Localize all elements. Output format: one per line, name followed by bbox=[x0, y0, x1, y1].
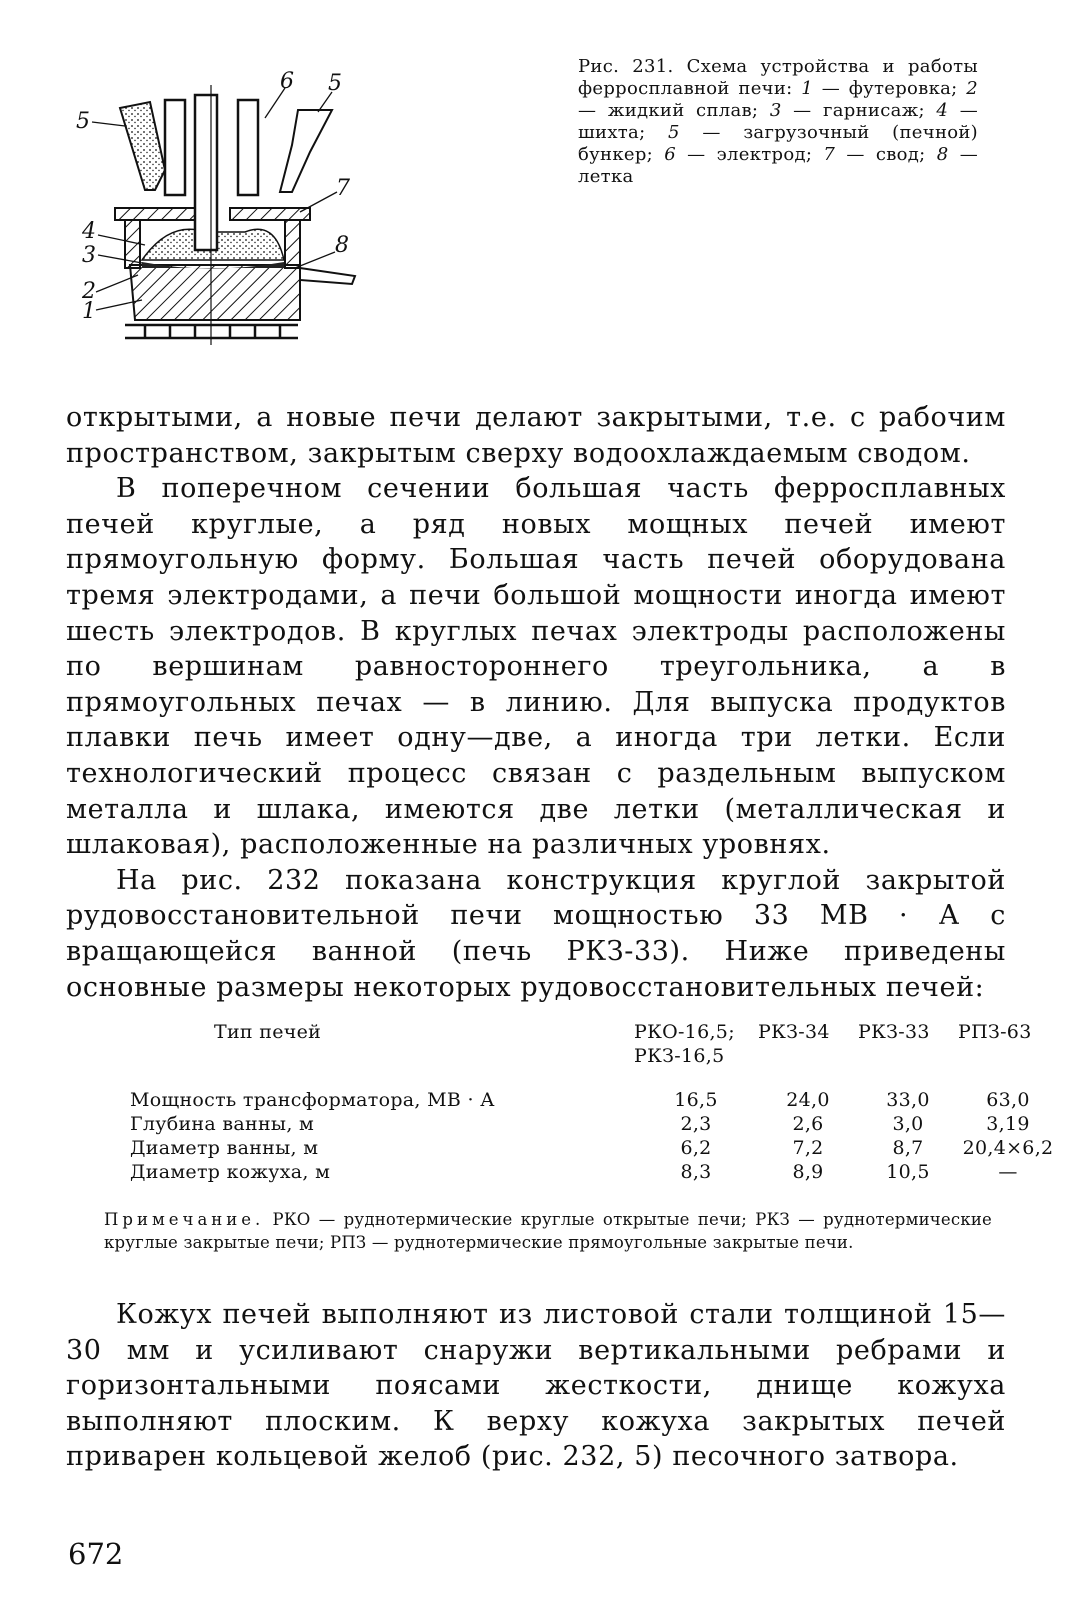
caption-title: Рис. 231. Схема устройства и работы ферросплавной печи: bbox=[578, 56, 978, 99]
table-cell: Глубина ванны, м bbox=[130, 1113, 315, 1135]
table-cell: 8,7 bbox=[892, 1137, 924, 1159]
body-text-bottom bbox=[66, 1297, 1006, 1475]
caption-num: 5 bbox=[668, 122, 680, 143]
table-header-cell: Тип печей bbox=[214, 1021, 322, 1043]
caption-text: — электрод; bbox=[687, 144, 813, 165]
table-header-cell: РКО-16,5; РКЗ-16,5 bbox=[634, 1021, 735, 1067]
caption-num: 4 bbox=[936, 100, 949, 121]
caption-text: — летка bbox=[578, 144, 978, 187]
bunker-right bbox=[280, 110, 332, 192]
table-cell: 7,2 bbox=[792, 1137, 824, 1159]
paragraph: Кожух печей выполняют из листовой стали толщиной 15—30 мм и усиливают снаружи вертикальными ребрами и горизонтальными поясами жесткости, днище кожуха выполняют плоским. К верху кожуха закрытых печей приварен кольцевой желоб (рис. 232, 5) песочного затвора. bbox=[66, 1299, 1006, 1473]
table-header-cell: РПЗ-63 bbox=[958, 1021, 1032, 1043]
table-cell: 3,0 bbox=[892, 1113, 924, 1135]
electrode-right bbox=[238, 100, 258, 195]
table-row bbox=[130, 1160, 1058, 1184]
table-cell: Мощность трансформатора, МВ · А bbox=[130, 1089, 495, 1111]
furnace-dimensions-table bbox=[130, 1020, 1058, 1184]
caption-num: 3 bbox=[769, 100, 782, 121]
lining-shape bbox=[130, 265, 300, 320]
label-2: 2 bbox=[82, 279, 96, 304]
note-label: Примечание. bbox=[104, 1210, 265, 1229]
caption-text: — футеровка; bbox=[821, 78, 958, 99]
table-row bbox=[130, 1136, 1058, 1160]
table-header-cell: РКЗ-33 bbox=[858, 1021, 930, 1043]
label-1: 1 bbox=[82, 299, 96, 324]
caption-text: — свод; bbox=[846, 144, 926, 165]
table-row bbox=[130, 1088, 1058, 1112]
caption-num: 2 bbox=[966, 78, 979, 99]
label-5-right: 5 bbox=[328, 71, 342, 96]
caption-text: — загрузочный (печной) бункер; bbox=[578, 122, 979, 165]
furnace-diagram-svg bbox=[70, 70, 370, 360]
figure-caption bbox=[578, 56, 978, 188]
table-header-row bbox=[130, 1020, 1058, 1068]
table-cell: 16,5 bbox=[674, 1089, 718, 1111]
table-cell: 8,3 bbox=[680, 1161, 712, 1183]
table-cell: 24,0 bbox=[786, 1089, 830, 1111]
paragraph: На рис. 232 показана конструкция круглой закрытой рудовосстановительной печи мощностью 33 МВ · А с вращающейся ванной (печь РКЗ-33). Ниже приведены основные размеры некоторых рудовосстановительных печей: bbox=[66, 864, 1006, 1003]
label-3: 3 bbox=[82, 243, 96, 268]
page-number: 672 bbox=[68, 1537, 124, 1571]
roof-left bbox=[115, 208, 205, 220]
caption-num: 1 bbox=[801, 78, 814, 99]
table-header-cell: РКЗ-34 bbox=[758, 1021, 830, 1043]
label-5-left: 5 bbox=[76, 109, 90, 134]
table-cell: 10,5 bbox=[886, 1161, 930, 1183]
electrode-left bbox=[165, 100, 185, 195]
label-4: 4 bbox=[82, 219, 96, 244]
furnace-diagram bbox=[70, 70, 370, 360]
table-row bbox=[130, 1112, 1058, 1136]
label-7: 7 bbox=[336, 176, 350, 201]
caption-num: 7 bbox=[823, 144, 836, 165]
caption-text: — жидкий сплав; bbox=[578, 100, 759, 121]
table-cell: 3,19 bbox=[986, 1113, 1030, 1135]
caption-num: 6 bbox=[664, 144, 676, 165]
label-8: 8 bbox=[335, 233, 349, 258]
table-cell: 8,9 bbox=[792, 1161, 824, 1183]
caption-text: — гарнисаж; bbox=[793, 100, 925, 121]
table-cell: 2,3 bbox=[680, 1113, 712, 1135]
body-text-top bbox=[66, 400, 1006, 1005]
table-cell: 33,0 bbox=[886, 1089, 930, 1111]
label-6: 6 bbox=[280, 70, 294, 94]
table-cell: 20,4×6,2 bbox=[962, 1137, 1054, 1159]
side-wall-right bbox=[285, 220, 300, 268]
table-cell: 6,2 bbox=[680, 1137, 712, 1159]
paragraph: В поперечном сечении большая часть ферросплавных печей круглые, а ряд новых мощных печей имеют прямоугольную форму. Большая часть печей оборудована тремя электродами, а печи большой мощности иногда имеют шесть электродов. В круглых печах электроды расположены по вершинам равностороннего треугольника, а в прямоугольных печах — в линию. Для выпуска продуктов плавки печь имеет одну—две, а иногда три летки. Если технологический процесс связан с раздельным выпуском металла и шлака, имеются две летки (металлическая и шлаковая), расположенные на различных уровнях. bbox=[66, 473, 1006, 861]
table-cell: 2,6 bbox=[792, 1113, 824, 1135]
roof-right bbox=[230, 208, 310, 220]
table-cell: — bbox=[998, 1161, 1018, 1183]
note-text: РКО — руднотермические круглые открытые печи; РКЗ — руднотермические круглые закрытые печи; РПЗ — руднотермические прямоугольные закрытые печи. bbox=[104, 1210, 992, 1252]
table-cell: Диаметр ванны, м bbox=[130, 1137, 319, 1159]
bunker-left bbox=[120, 102, 165, 190]
table-note bbox=[104, 1208, 992, 1254]
table-cell: 63,0 bbox=[986, 1089, 1030, 1111]
table-cell: Диаметр кожуха, м bbox=[130, 1161, 331, 1183]
taphole-spout bbox=[300, 268, 355, 284]
caption-text: — шихта; bbox=[578, 100, 978, 143]
caption-num: 8 bbox=[936, 144, 949, 165]
electrode-center bbox=[195, 95, 217, 250]
paragraph: открытыми, а новые печи делают закрытыми, т.е. с рабочим пространством, закрытым сверху водоохлаждаемым сводом. bbox=[66, 402, 1006, 469]
